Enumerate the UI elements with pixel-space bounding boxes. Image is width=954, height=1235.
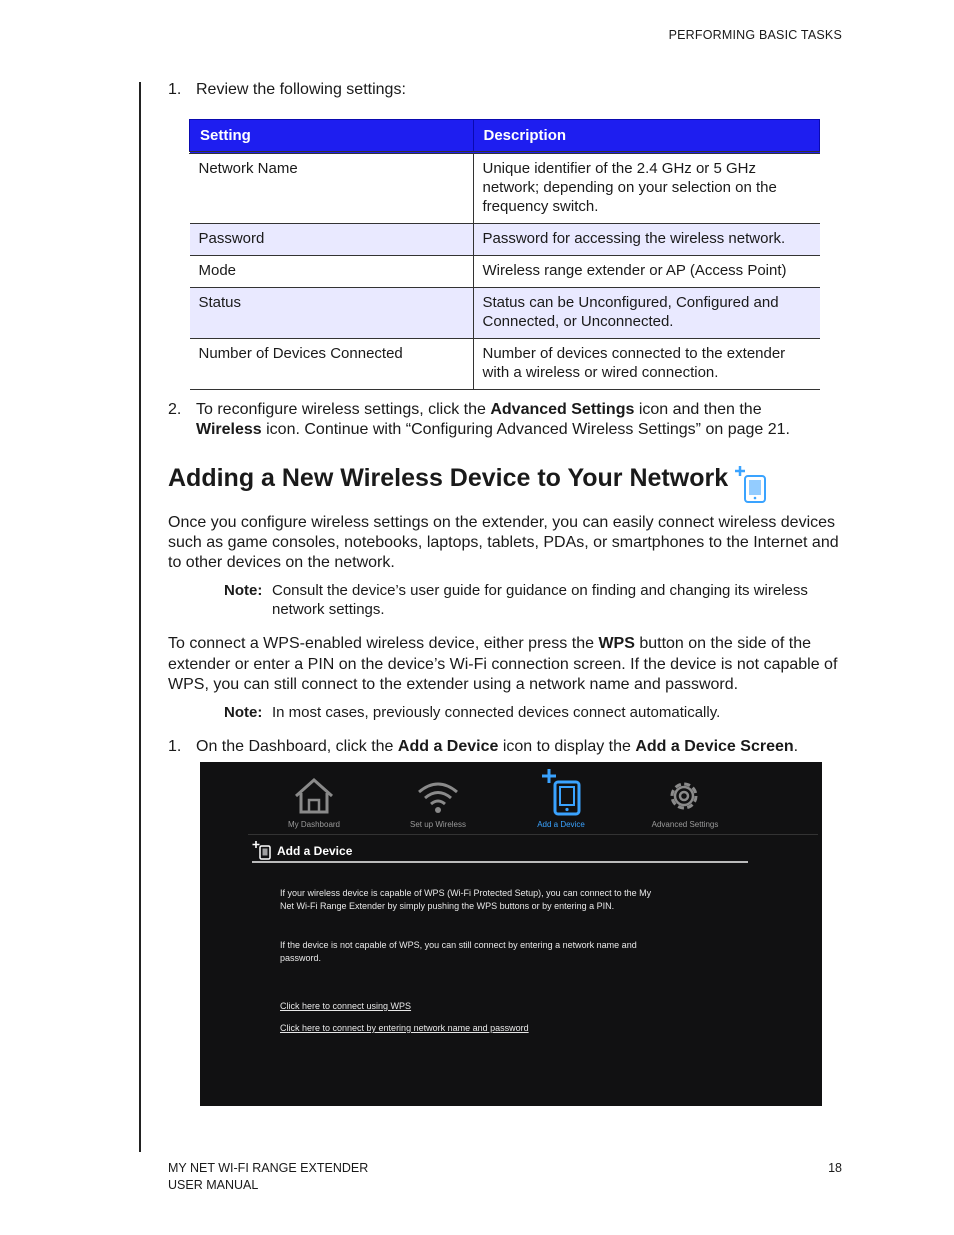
footer-manual: USER MANUAL xyxy=(168,1178,259,1192)
page-number: 18 xyxy=(828,1161,842,1175)
step-text: icon to display the xyxy=(498,738,636,755)
note-2 xyxy=(224,703,824,722)
wps-info-text: If your wireless device is capable of WPS (Wi-Fi Protected Setup), you can connect to the My Net Wi-Fi Range Extender by simply pushing the WPS buttons or by entering a PIN. xyxy=(280,888,652,911)
table-row xyxy=(190,224,820,256)
description-cell: Number of devices connected to the extender with a wireless or wired connection. xyxy=(473,339,820,390)
step-text: icon and then the xyxy=(634,401,762,418)
table-row xyxy=(190,288,820,339)
setting-cell: Status xyxy=(190,288,474,339)
title-divider xyxy=(252,861,748,863)
step-text: On the Dashboard, click the xyxy=(196,738,398,755)
add-device-screenshot xyxy=(200,762,822,1106)
wps-paragraph xyxy=(168,634,840,696)
step-text: icon. Continue with “Configuring Advanced Wireless Settings” on page 21. xyxy=(261,421,790,438)
description-cell: Status can be Unconfigured, Configured and Connected, or Unconnected. xyxy=(473,288,820,339)
margin-rule xyxy=(139,82,141,1152)
nav-divider xyxy=(248,834,818,835)
setting-cell: Password xyxy=(190,224,474,256)
note-label: Note: xyxy=(224,582,263,599)
footer-product: MY NET WI-FI RANGE EXTENDER xyxy=(168,1161,369,1175)
advanced-settings-term: Advanced Settings xyxy=(490,401,635,418)
add-device-screen-term: Add a Device Screen xyxy=(635,738,794,755)
settings-table xyxy=(189,119,820,390)
step-1 xyxy=(168,80,406,100)
note-text: Consult the device’s user guide for guidance on finding and changing its wireless network settings. xyxy=(272,582,808,618)
table-row xyxy=(190,339,820,390)
section-title xyxy=(168,464,728,493)
paragraph-text: button on the side of the extender or enter a PIN on the device’s Wi-Fi connection screen. If the device is not capable of WPS, you can still connect to the extender using a network name and password. xyxy=(168,635,838,693)
step-text: Review the following settings: xyxy=(196,81,406,98)
step-text: . xyxy=(793,738,799,755)
table-row xyxy=(190,153,820,224)
wireless-term: Wireless xyxy=(196,421,262,438)
step-number: 1. xyxy=(168,81,182,98)
running-header: PERFORMING BASIC TASKS xyxy=(668,28,842,42)
step-dashboard xyxy=(168,737,848,757)
setting-cell: Mode xyxy=(190,256,474,288)
wps-term: WPS xyxy=(598,635,635,652)
connect-wps-link[interactable]: Click here to connect using WPS xyxy=(280,1001,412,1011)
wifi-icon[interactable] xyxy=(416,780,460,814)
nav-add-a-device[interactable]: Add a Device xyxy=(537,820,585,829)
description-cell: Unique identifier of the 2.4 GHz or 5 GHz network; depending on your selection on the frequency switch. xyxy=(473,153,820,224)
step-number: 1. xyxy=(168,738,182,755)
add-device-icon xyxy=(733,466,769,504)
table-row xyxy=(190,256,820,288)
description-cell: Wireless range extender or AP (Access Point) xyxy=(473,256,820,288)
section-title-text: Adding a New Wireless Device to Your Network xyxy=(168,464,729,492)
home-icon[interactable] xyxy=(292,776,336,816)
add-device-term: Add a Device xyxy=(397,738,499,755)
add-device-icon[interactable] xyxy=(540,768,584,816)
step-2 xyxy=(168,400,848,440)
add-device-small-icon xyxy=(252,840,272,860)
screen-title: Add a Device xyxy=(277,844,353,858)
note-label: Note: xyxy=(224,704,263,721)
nav-my-dashboard[interactable]: My Dashboard xyxy=(287,820,341,829)
note-1 xyxy=(224,581,824,619)
connect-network-name-link[interactable]: Click here to connect by entering network name and password xyxy=(280,1023,529,1033)
step-text: To reconfigure wireless settings, click the xyxy=(196,401,491,418)
paragraph-text: To connect a WPS-enabled wireless device, either press the xyxy=(168,635,599,652)
step-number: 2. xyxy=(168,401,182,418)
column-header-description: Description xyxy=(473,120,820,153)
setting-cell: Number of Devices Connected xyxy=(190,339,474,390)
intro-paragraph: Once you configure wireless settings on the extender, you can easily connect wireless devices such as game consoles, notebooks, laptops, tablets, PDAs, or smartphones to the Internet and to other devices on the network. xyxy=(168,514,839,571)
nav-set-up-wireless[interactable]: Set up Wireless xyxy=(409,820,467,829)
description-cell: Password for accessing the wireless network. xyxy=(473,224,820,256)
nav-advanced-settings[interactable]: Advanced Settings xyxy=(651,820,719,829)
gear-icon[interactable] xyxy=(664,776,704,816)
table-header-row xyxy=(190,120,820,153)
footer-title xyxy=(168,1160,368,1194)
setting-cell: Network Name xyxy=(190,153,474,224)
non-wps-info-text: If the device is not capable of WPS, you can still connect by entering a network name and password. xyxy=(280,940,637,963)
column-header-setting: Setting xyxy=(190,120,474,153)
note-text: In most cases, previously connected devices connect automatically. xyxy=(272,704,721,721)
